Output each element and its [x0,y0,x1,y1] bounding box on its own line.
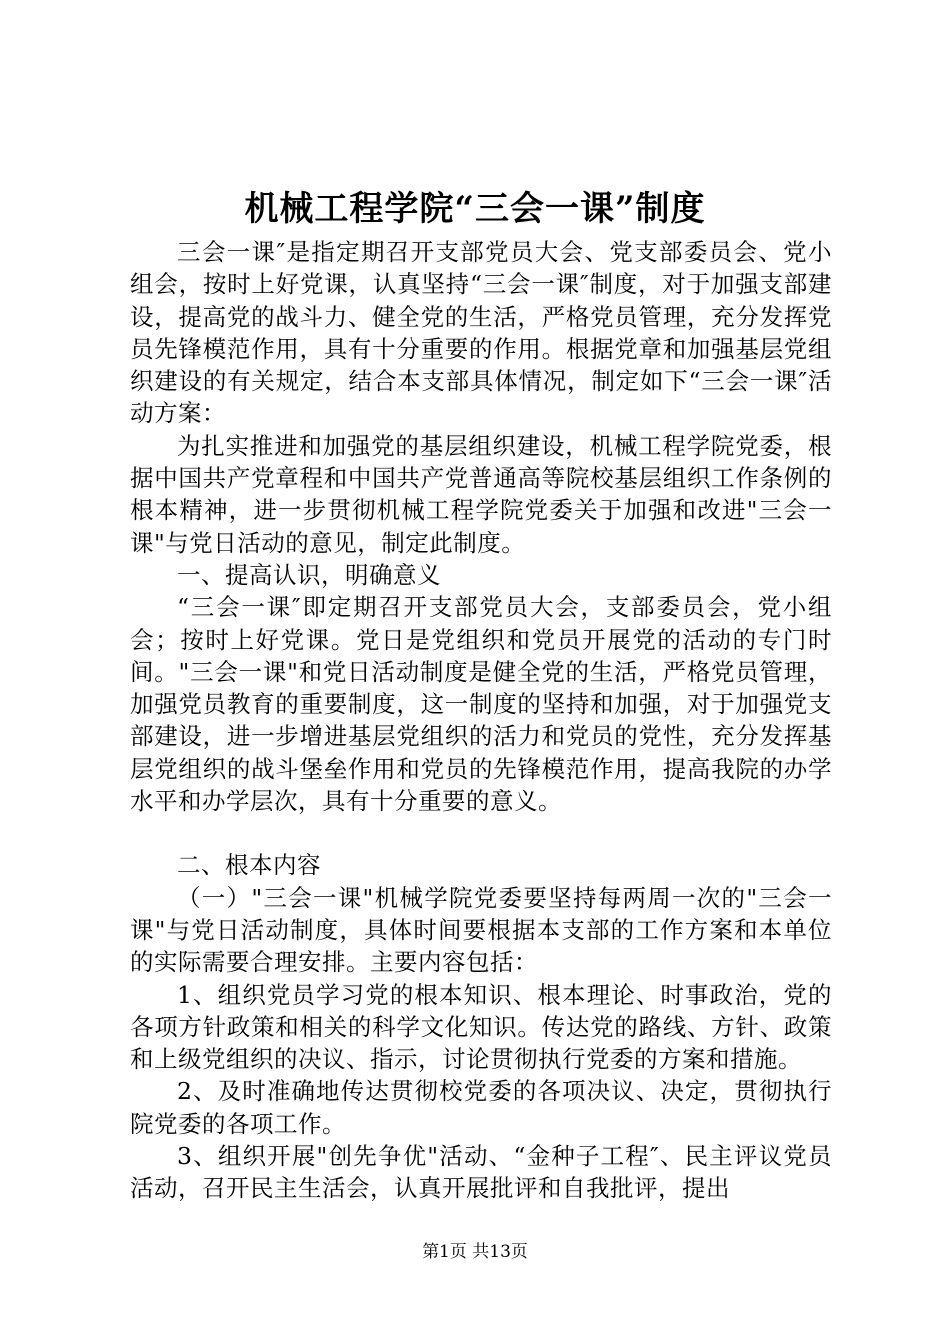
paragraph-significance: “三会一课″即定期召开支部党员大会，支部委员会，党小组会；按时上好党课。党日是党组织和党员开展党的活动的专门时间。"三会一课"和党日活动制度是健全党的生活，严格党员管理，加强党员教育的重要制度，这一制度的坚持和加强，对于加强党支部建设，进一步增进基层党组织的活力和党员的党性，充分发挥基层党组织的战斗堡垒作用和党员的先锋模范作用，提高我院的办学水平和办学层次，具有十分重要的意义。 [130,593,832,816]
document-body [130,236,832,1205]
section-heading-2: 二、根本内容 [177,851,321,880]
paragraph-content-1: （一）"三会一课"机械学院党委要坚持每两周一次的"三会一课"与党日活动制度，具体时间要根据本支部的工作方案和本单位的实际需要合理安排。主要内容包括： [130,883,832,977]
list-item-3: 3、组织开展"创先争优"活动、“金种子工程″、民主评议党员活动，召开民主生活会，认真开展批评和自我批评，提出 [130,1142,832,1203]
section-heading-1: 一、提高认识，明确意义 [177,560,441,589]
list-item-2: 2、及时准确地传达贯彻校党委的各项决议、决定，贯彻执行院党委的各项工作。 [130,1077,832,1138]
paragraph-purpose: 为扎实推进和加强党的基层组织建设，机械工程学院党委，根据中国共产党章程和中国共产党普通高等院校基层组织工作条例的根本精神，进一步贯彻机械工程学院党委关于加强和改进"三会一课"与党日活动的意见，制定此制度。 [130,431,832,557]
list-item-1: 1、组织党员学习党的根本知识、根本理论、时事政治，党的各项方针政策和相关的科学文化知识。传达党的路线、方针、政策和上级党组织的决议、指示，讨论贯彻执行党委的方案和措施。 [130,980,832,1074]
document-title: 机械工程学院“三会一课”制度 [244,189,706,229]
page-indicator: 第1页 共13页 [422,1242,528,1262]
paragraph-intro: 三会一课″是指定期召开支部党员大会、党支部委员会、党小组会，按时上好党课，认真坚持“三会一课″制度，对于加强支部建设，提高党的战斗力、健全党的生活，严格党员管理，充分发挥党员先锋模范作用，具有十分重要的作用。根据党章和加强基层党组织建设的有关规定，结合本支部具体情况，制定如下“三会一课″活动方案： [130,238,832,428]
